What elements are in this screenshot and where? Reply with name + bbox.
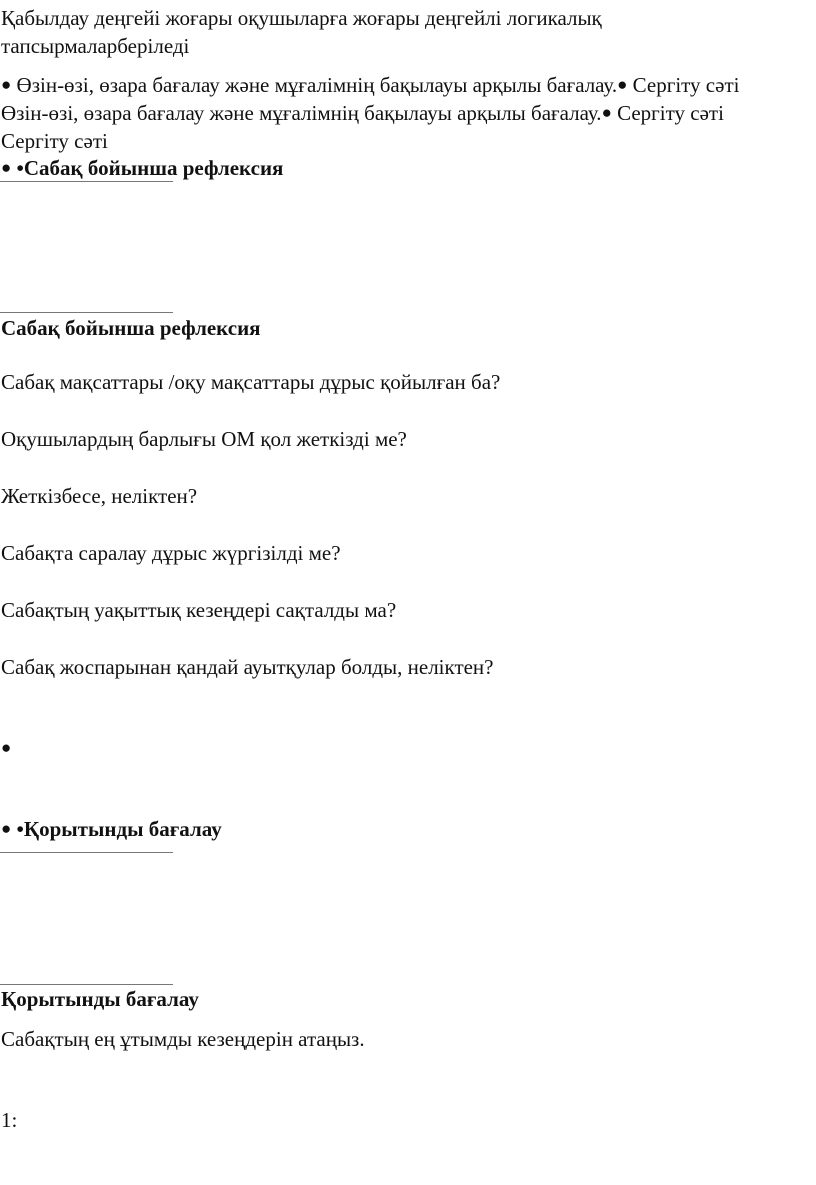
reflection-heading: Сабақ бойынша рефлексия <box>1 316 261 340</box>
reflection-question: Сабақта саралау дұрыс жүргізілді ме? <box>1 541 341 565</box>
intro-line-2: тапсырмаларберіледі <box>1 34 190 58</box>
final-bullet-heading <box>1 815 222 845</box>
assessment-line-2 <box>1 99 724 129</box>
bullet-icon: ● <box>1 738 12 757</box>
reflection-question: Оқушылардың барлығы ОМ қол жеткізді ме? <box>1 427 407 451</box>
divider <box>0 312 173 313</box>
bullet-icon: ● <box>601 103 612 122</box>
assessment-text: Өзін-өзі, өзара бағалау және мұғалімнің бақылауы арқылы бағалау. <box>1 101 602 125</box>
reflection-bullet-heading <box>1 154 283 184</box>
reflection-question: Жеткізбесе, неліктен? <box>1 484 198 508</box>
reflection-question: Сабақ мақсаттары /оқу мақсаттары дұрыс қойылған ба? <box>1 370 501 394</box>
intro-line-1: Қабылдау деңгейі жоғары оқушыларға жоғары деңгейлі логикалық <box>1 6 602 30</box>
bullet-icon: ● <box>1 819 12 838</box>
final-bullet-label: •Қорытынды бағалау <box>16 817 222 841</box>
bullet-icon: ● <box>1 158 12 177</box>
reflection-bullet-label: •Сабақ бойынша рефлексия <box>16 156 284 180</box>
divider <box>0 181 173 182</box>
final-item-number: 1: <box>1 1108 18 1132</box>
final-prompt: Сабақтың ең ұтымды кезеңдерін атаңыз. <box>1 1027 365 1051</box>
bullet-icon: ● <box>1 75 12 94</box>
assessment-line-1 <box>1 71 739 101</box>
reflection-question: Сабақтың уақыттық кезеңдері сақталды ма? <box>1 598 397 622</box>
reflection-question: Сабақ жоспарынан қандай ауытқулар болды, неліктен? <box>1 655 494 679</box>
assessment-text: Өзін-өзі, өзара бағалау және мұғалімнің бақылауы арқылы бағалау. <box>11 73 618 97</box>
assessment-line-3: Сергіту сәті <box>1 129 108 153</box>
bullet-icon: ● <box>617 75 628 94</box>
assessment-break-label: Сергіту сәті <box>627 73 740 97</box>
final-heading: Қорытынды бағалау <box>1 987 199 1011</box>
divider <box>0 852 173 853</box>
assessment-break-label: Сергіту сәті <box>611 101 724 125</box>
